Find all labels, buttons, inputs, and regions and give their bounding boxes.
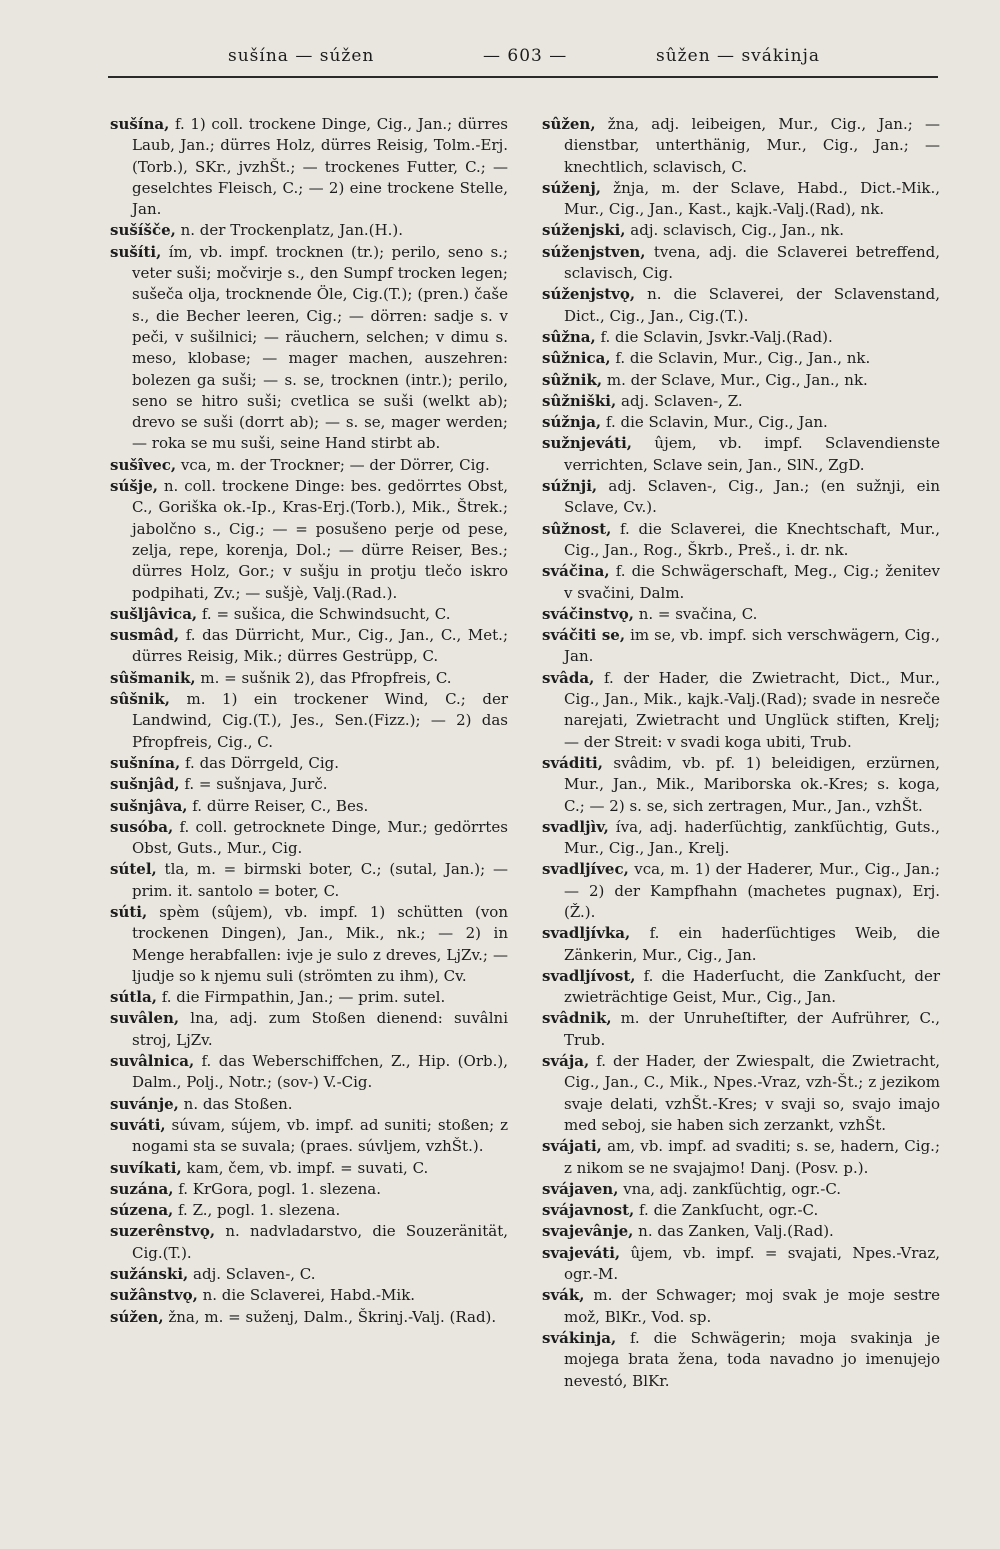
entry-definition: íva, adj. haderſüchtig, zankſüchtig, Guts., Mur., Cig., Jan., Krelj. <box>564 817 940 858</box>
entry-definition: m. der Unruheſtifter, der Aufrührer, C., Trub. <box>564 1009 940 1049</box>
entry-headword: suvánje, <box>110 1094 179 1113</box>
entry-headword: sušnína, <box>110 753 181 772</box>
entry-headword: sušîvec, <box>110 455 177 474</box>
entry-definition: svâdim, vb. pf. 1) beleidigen, erzürnen, Mur., Jan., Mik., Mariborska ok.-Kres; s. koga, C.; — 2) s. se, sich zertragen, Mur., Jan., vzhŠt. <box>564 753 940 815</box>
dictionary-entry <box>110 1094 508 1115</box>
entry-definition: f. dürre Reiser, C., Bes. <box>187 796 369 815</box>
entry-headword: suvíkati, <box>110 1158 182 1177</box>
dictionary-entry <box>110 1307 508 1328</box>
entry-headword: súženjski, <box>542 221 626 240</box>
dictionary-entry <box>542 1328 940 1392</box>
entry-headword: sušína, <box>110 115 170 133</box>
entry-headword: sûžnost, <box>542 519 612 538</box>
dictionary-entry <box>110 859 508 902</box>
entry-headword: sváčinstvǫ, <box>542 604 634 623</box>
entry-headword: sužânstvǫ, <box>110 1286 198 1305</box>
page-header <box>0 46 1000 74</box>
entry-headword: suzerênstvǫ, <box>110 1222 216 1241</box>
entry-headword: sútel, <box>110 860 157 879</box>
dictionary-entry <box>542 1051 940 1136</box>
entry-definition: kam, čem, vb. impf. = suvati, C. <box>181 1158 429 1177</box>
entry-headword: sušíšče, <box>110 221 176 240</box>
dictionary-entry <box>542 1008 940 1051</box>
entry-headword: súžnja, <box>542 413 602 432</box>
dictionary-entry <box>110 114 508 220</box>
dictionary-entry <box>542 284 940 327</box>
entry-definition: ím, vb. impf. trocknen (tr.); perilo, seno s.; veter suši; močvirje s., den Sumpf trocken legen; sušeča olja, trocknende Öle, Cig.(T.); (pren.) čaše s., die Becher leeren, Cig.; — dörren: sadje s. v peči, v sušilnici; — räuchern, selchen; v dimu s. meso, klobase; — mager machen, auszehren: bolezen ga suši; — s. se, trocknen (intr.); perilo, seno se hitro suši; cvetlica se suši (welkt ab); drevo se suši (dorrt ab); — s. se, mager werden; — roka se mu suši, seine Hand stirbt ab. <box>132 242 508 453</box>
entry-headword: sváčiti se, <box>542 626 626 645</box>
entry-headword: svadljívec, <box>542 860 629 879</box>
header-right-guide: sûžen — svákinja <box>656 46 821 66</box>
dictionary-entry <box>542 433 940 476</box>
entry-definition: f. = sušica, die Schwindsucht, C. <box>197 604 451 623</box>
dictionary-entry <box>110 689 508 753</box>
entry-headword: súženjstven, <box>542 242 646 261</box>
entry-headword: svadljívka, <box>542 924 631 943</box>
entry-headword: suzána, <box>110 1179 174 1198</box>
entry-headword: sušíti, <box>110 242 162 261</box>
right-column <box>542 114 940 1392</box>
entry-headword: svák, <box>542 1286 585 1305</box>
entry-definition: tvena, adj. die Sclaverei betreffend, sclavisch, Cig. <box>564 242 940 283</box>
page-number: — 603 — <box>483 46 568 66</box>
entry-headword: súžnji, <box>542 477 598 496</box>
entry-headword: suváti, <box>110 1115 166 1134</box>
dictionary-entry <box>110 1008 508 1051</box>
entry-definition: f. das Weberschiffchen, Z., Hip. (Orb.), Dalm., Polj., Notr.; (sov-) V.-Cig. <box>132 1052 508 1092</box>
entry-headword: súzena, <box>110 1201 174 1220</box>
dictionary-entry <box>542 519 940 562</box>
dictionary-entry <box>110 668 508 689</box>
dictionary-entry <box>542 242 940 285</box>
entry-definition: am, vb. impf. ad svaditi; s. se, hadern, Cig.; z nikom se ne svajajmo! Danj. (Posv. p.). <box>564 1137 940 1177</box>
entry-headword: sûžen, <box>542 115 596 133</box>
entry-headword: súti, <box>110 902 148 921</box>
entry-definition: súvam, sújem, vb. impf. ad suniti; stoßen; z nogami sta se suvala; (praes. súvljem, vzhŠt.). <box>132 1115 508 1156</box>
dictionary-entry <box>542 859 940 923</box>
entry-definition: f. das Dörrgeld, Cig. <box>180 753 340 772</box>
entry-headword: sûšnik, <box>110 690 171 709</box>
entry-headword: sušnjâd, <box>110 775 180 794</box>
dictionary-entry <box>542 370 940 391</box>
dictionary-entry <box>110 1051 508 1094</box>
entry-definition: f. die Sclaverei, die Knechtschaft, Mur., Cig., Jan., Rog., Škrb., Preš., i. dr. nk. <box>564 519 940 559</box>
entry-definition: žnja, m. der Sclave, Habd., Dict.-Mik., Mur., Cig., Jan., Kast., kajk.-Valj.(Rad), nk. <box>564 178 940 219</box>
dictionary-entry <box>110 476 508 604</box>
entry-definition: n. der Trockenplatz, Jan.(H.). <box>175 221 403 240</box>
entry-headword: sužánski, <box>110 1265 189 1284</box>
entry-definition: n. nadvladarstvo, die Souzeränität, Cig.(T.). <box>132 1222 508 1262</box>
entry-definition: žna, adj. leibeigen, Mur., Cig., Jan.; — dienstbar, unterthänig, Mur., Cig., Jan.; — knechtlich, sclavisch, C. <box>564 115 940 176</box>
header-left-guide: sušína — súžen <box>228 46 375 66</box>
dictionary-entry <box>542 604 940 625</box>
dictionary-entry <box>542 327 940 348</box>
dictionary-entry <box>542 1200 940 1221</box>
entry-definition: adj. Sclaven-, Z. <box>616 391 743 410</box>
entry-definition: f. der Hader, die Zwietracht, Dict., Mur., Cig., Jan., Mik., kajk.-Valj.(Rad); svade in nesreče narejati, Zwietracht und Unglück stiften, Krelj; — der Streit: v svadi koga ubiti, Trub. <box>564 668 940 751</box>
dictionary-entry <box>110 902 508 987</box>
dictionary-entry <box>542 561 940 604</box>
entry-definition: n. die Sclaverei, der Sclavenstand, Dict., Cig., Jan., Cig.(T.). <box>564 285 940 325</box>
dictionary-entry <box>110 1158 508 1179</box>
entry-headword: sûšmanik, <box>110 668 196 687</box>
entry-definition: lna, adj. zum Stoßen dienend: suvâlni stroj, LjZv. <box>132 1009 508 1049</box>
entry-headword: súženj, <box>542 178 601 197</box>
entry-definition: f. die Sclavin, Mur., Cig., Jan., nk. <box>610 349 871 368</box>
entry-headword: sušljâvica, <box>110 604 198 623</box>
dictionary-entry <box>110 604 508 625</box>
entry-definition: m. = sušnik 2), das Pfropfreis, C. <box>195 668 452 687</box>
dictionary-entry <box>110 455 508 476</box>
dictionary-entry <box>110 1115 508 1158</box>
entry-headword: sûžna, <box>542 327 596 346</box>
dictionary-entry <box>110 796 508 817</box>
entry-headword: suvâlnica, <box>110 1052 195 1071</box>
entry-definition: f. 1) coll. trockene Dinge, Cig., Jan.; dürres Laub, Jan.; dürres Holz, dürres Reisig, Tolm.-Erj.(Torb.), SKr., jvzhŠt.; — trockenes Futter, C.; — geselchtes Fleisch, C.; — 2) eine trockene Stelle, Jan. <box>132 115 508 219</box>
entry-definition: adj. Sclaven-, Cig., Jan.; (en sužnji, ein Sclave, Cv.). <box>564 477 940 517</box>
entry-headword: sûžniški, <box>542 391 617 410</box>
entry-definition: im se, vb. impf. sich verschwägern, Cig., Jan. <box>564 626 940 666</box>
dictionary-entry <box>542 476 940 519</box>
dictionary-entry <box>110 1285 508 1306</box>
dictionary-entry <box>542 753 940 817</box>
entry-headword: svájavnost, <box>542 1201 635 1220</box>
entry-definition: žna, m. = suženj, Dalm., Škrinj.-Valj. (Rad). <box>163 1307 497 1326</box>
dictionary-entry <box>542 348 940 369</box>
dictionary-entry <box>542 1243 940 1286</box>
entry-headword: svájaven, <box>542 1179 619 1198</box>
entry-definition: vca, m. der Trockner; — der Dörrer, Cig. <box>176 455 490 474</box>
dictionary-entry <box>542 1285 940 1328</box>
entry-definition: f. coll. getrocknete Dinge, Mur.; gedörrtes Obst, Guts., Mur., Cig. <box>132 817 508 858</box>
entry-definition: adj. Sclaven-, C. <box>188 1265 316 1284</box>
entry-definition: f. die Schwägerschaft, Meg., Cig.; ženitev v svačini, Dalm. <box>564 562 940 602</box>
entry-headword: svadljívost, <box>542 966 636 985</box>
entry-headword: sváčina, <box>542 562 610 581</box>
dictionary-entry <box>542 220 940 241</box>
dictionary-entry <box>542 1179 940 1200</box>
entry-definition: f. die Zankſucht, ogr.-C. <box>634 1201 819 1220</box>
entry-headword: sušnjâva, <box>110 796 188 815</box>
entry-definition: f. die Sclavin, Jsvkr.-Valj.(Rad). <box>595 327 833 346</box>
entry-definition: f. Z., pogl. 1. slezena. <box>173 1201 341 1220</box>
entry-headword: súžen, <box>110 1307 164 1326</box>
entry-headword: susóba, <box>110 817 174 836</box>
entry-definition: f. der Hader, der Zwiespalt, die Zwietracht, Cig., Jan., C., Mik., Npes.-Vraz, vzh-Št.; z jezikom svaje delati, vzhŠt.-Kres; v svaji so, svajo imajo med seboj, sie haben sich zerzankt, vzhŠt. <box>564 1052 940 1134</box>
entry-headword: sužnjeváti, <box>542 434 633 453</box>
header-rule <box>108 76 938 78</box>
entry-definition: n. das Stoßen. <box>178 1094 293 1113</box>
entry-headword: svajevânje, <box>542 1222 634 1241</box>
entry-definition: f. die Schwägerin; moja svakinja je mojega brata žena, toda navadno jo imenujejo nevestó, BlKr. <box>564 1328 940 1390</box>
entry-definition: f. die Firmpathin, Jan.; — prim. sutel. <box>156 988 446 1007</box>
entry-headword: sûžnica, <box>542 349 611 368</box>
dictionary-entry <box>110 1221 508 1264</box>
entry-headword: súšje, <box>110 477 158 496</box>
dictionary-entry <box>542 966 940 1009</box>
entry-definition: m. der Schwager; moj svak je moje sestre mož, BlKr., Vod. sp. <box>564 1286 940 1326</box>
entry-definition: ûjem, vb. impf. Sclavendienste verrichten, Sclave sein, Jan., SlN., ZgD. <box>564 434 940 474</box>
entry-headword: svajeváti, <box>542 1243 621 1262</box>
dictionary-entry <box>110 753 508 774</box>
entry-headword: svákinja, <box>542 1328 617 1347</box>
dictionary-entry <box>542 668 940 753</box>
entry-definition: n. die Sclaverei, Habd.-Mik. <box>197 1286 416 1305</box>
entry-definition: ûjem, vb. impf. = svajati, Npes.-Vraz, ogr.-M. <box>564 1243 940 1284</box>
dictionary-entry <box>110 817 508 860</box>
entry-definition: n. coll. trockene Dinge: bes. gedörrtes Obst, C., Goriška ok.-Ip., Kras-Erj.(Torb.), Mik., Štrek.; jabolčno s., Cig.; — = posušeno perje od pese, zelja, repe, korenja, Dol.; — dürre Reiser, Bes.; dürres Holz, Gor.; v sušju in protju tlečo iskro podpihati, Zv.; — sušjè, Valj.(Rad.). <box>132 477 508 602</box>
dictionary-entry <box>542 391 940 412</box>
dictionary-entry <box>110 1264 508 1285</box>
left-column <box>110 114 508 1328</box>
entry-definition: n. das Zanken, Valj.(Rad). <box>633 1222 834 1241</box>
dictionary-entry <box>110 987 508 1008</box>
entry-definition: f. ein haderſüchtiges Weib, die Zänkerin, Mur., Cig., Jan. <box>564 924 940 964</box>
dictionary-entry <box>110 625 508 668</box>
dictionary-entry <box>542 923 940 966</box>
dictionary-entry <box>542 178 940 221</box>
entry-headword: svájati, <box>542 1137 602 1156</box>
entry-headword: svadljìv, <box>542 817 609 836</box>
entry-headword: susmâd, <box>110 626 180 645</box>
entry-headword: súženjstvǫ, <box>542 285 636 304</box>
dictionary-entry <box>542 114 940 178</box>
entry-definition: f. = sušnjava, Jurč. <box>179 775 328 794</box>
entry-definition: vna, adj. zankſüchtig, ogr.-C. <box>618 1179 842 1198</box>
entry-definition: f. die Haderſucht, die Zankſucht, der zwieträchtige Geist, Mur., Cig., Jan. <box>564 966 940 1007</box>
entry-headword: suvâlen, <box>110 1009 180 1028</box>
entry-definition: m. der Sclave, Mur., Cig., Jan., nk. <box>602 370 868 389</box>
dictionary-entry <box>110 242 508 455</box>
entry-definition: m. 1) ein trockener Wind, C.; der Landwind, Cig.(T.), Jes., Sen.(Fizz.); — 2) das Pfropfreis, Cig., C. <box>132 690 508 751</box>
dictionary-entry <box>110 1179 508 1200</box>
entry-definition: f. die Sclavin, Mur., Cig., Jan. <box>601 413 828 432</box>
dictionary-entry <box>542 1136 940 1179</box>
entry-definition: vca, m. 1) der Haderer, Mur., Cig., Jan.; — 2) der Kampfhahn (machetes pugnax), Erj.(Ž.). <box>564 860 940 921</box>
entry-headword: sváditi, <box>542 753 603 772</box>
entry-definition: adj. sclavisch, Cig., Jan., nk. <box>625 221 845 240</box>
entry-definition: spèm (sûjem), vb. impf. 1) schütten (von trockenen Dingen), Jan., Mik., nk.; — 2) in Menge herabfallen: ivje je sulo z dreves, LjZv.; — ljudje so k njemu suli (strömten zu ihm), Cv. <box>132 902 508 985</box>
entry-headword: svâdnik, <box>542 1009 612 1028</box>
dictionary-entry <box>110 1200 508 1221</box>
entry-headword: sútla, <box>110 988 157 1007</box>
dictionary-entry <box>110 774 508 795</box>
dictionary-entry <box>542 1221 940 1242</box>
entry-definition: tla, m. = birmski boter, C.; (sutal, Jan.); — prim. it. santolo = boter, C. <box>132 860 508 900</box>
dictionary-entry <box>542 625 940 668</box>
entry-definition: f. KrGora, pogl. 1. slezena. <box>173 1179 381 1198</box>
entry-headword: svája, <box>542 1052 590 1071</box>
entry-headword: svâda, <box>542 668 595 687</box>
entry-headword: sûžnik, <box>542 370 603 389</box>
entry-definition: f. das Dürricht, Mur., Cig., Jan., C., Met.; dürres Reisig, Mik.; dürres Gestrüpp, C. <box>132 626 508 666</box>
entry-definition: n. = svačina, C. <box>633 604 758 623</box>
dictionary-entry <box>542 817 940 860</box>
dictionary-entry <box>542 412 940 433</box>
dictionary-entry <box>110 220 508 241</box>
